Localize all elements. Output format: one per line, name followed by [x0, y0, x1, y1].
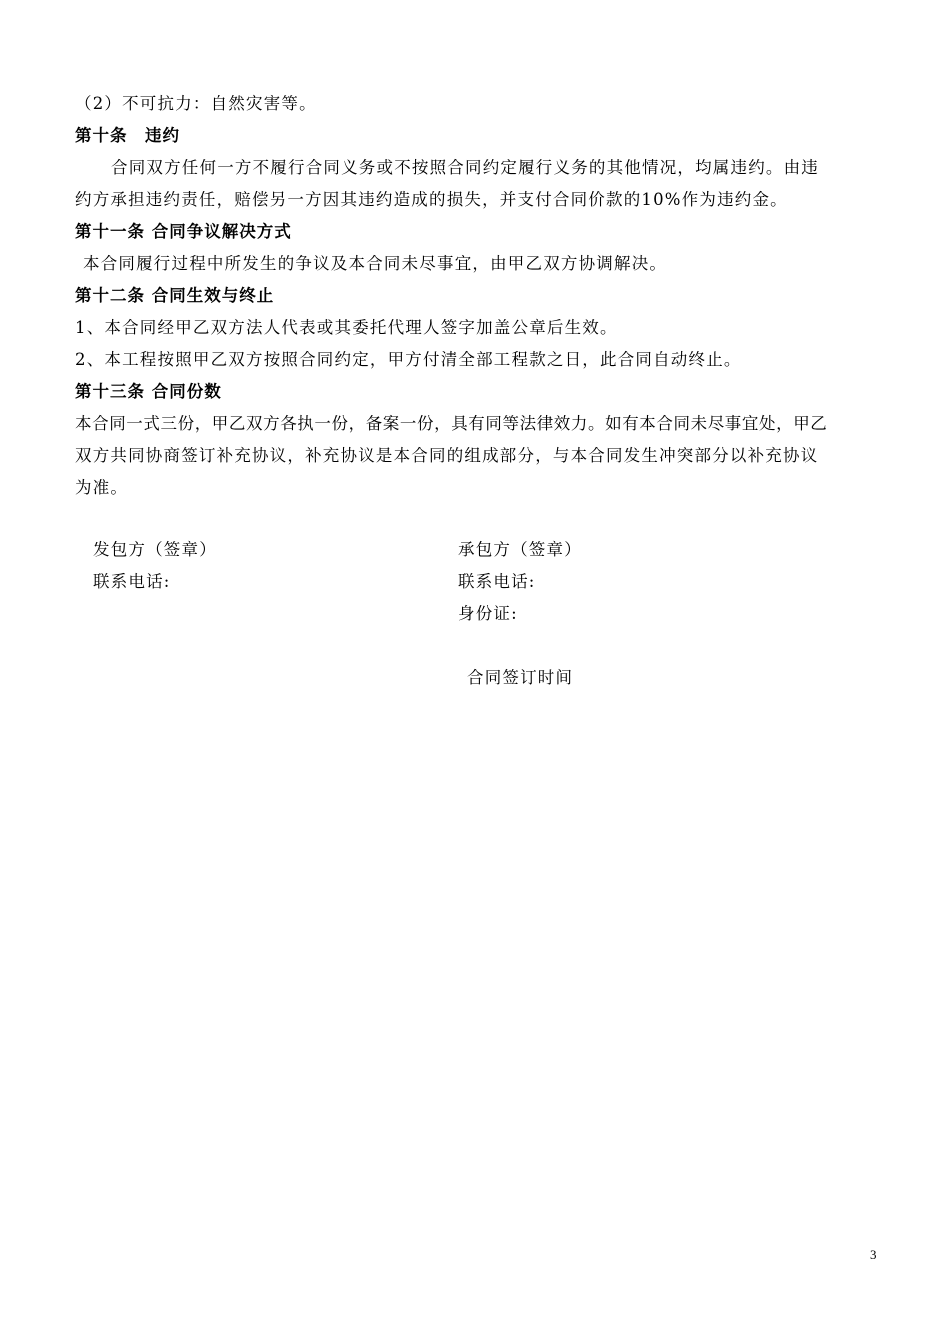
article-13-body-line1: 本合同一式三份，甲乙双方各执一份，备案一份，具有同等法律效力。如有本合同未尽事宜处，甲乙: [75, 414, 828, 433]
article-12-item-2: 2、本工程按照甲乙双方按照合同约定，甲方付清全部工程款之日，此合同自动终止。: [75, 350, 742, 369]
article-10-body-line2: 约方承担违约责任，赔偿另一方因其违约造成的损失，并支付合同价款的10%作为违约金。: [75, 190, 788, 209]
contract-page: [75, 88, 880, 504]
article-13-body-line3: 为准。: [75, 478, 129, 497]
contractor-label: 承包方（签章）: [458, 540, 582, 559]
employer-label: 发包方（签章）: [93, 540, 217, 559]
contractor-id-label: 身份证:: [458, 604, 518, 623]
article-13-title: 第十三条 合同份数: [75, 382, 222, 401]
article-10-title: 第十条 违约: [75, 126, 180, 145]
article-12-item-1: 1、本合同经甲乙双方法人代表或其委托代理人签字加盖公章后生效。: [75, 318, 618, 337]
force-majeure-item: （2）不可抗力：自然灾害等。: [75, 94, 317, 113]
employer-phone-label: 联系电话:: [93, 572, 171, 591]
article-12-title: 第十二条 合同生效与终止: [75, 286, 275, 305]
employer-signature: [93, 534, 217, 598]
article-11-body: 本合同履行过程中所发生的争议及本合同未尽事宜，由甲乙双方协调解决。: [83, 254, 668, 273]
page-number: 3: [870, 1247, 877, 1262]
signing-date-label: 合同签订时间: [467, 668, 574, 687]
contractor-signature: [458, 534, 582, 630]
contractor-phone-label: 联系电话:: [458, 572, 536, 591]
article-11-title: 第十一条 合同争议解决方式: [75, 222, 292, 241]
article-13-body-line2: 双方共同协商签订补充协议，补充协议是本合同的组成部分，与本合同发生冲突部分以补充协议: [75, 446, 819, 465]
article-10-body-line1: 合同双方任何一方不履行合同义务或不按照合同约定履行义务的其他情况，均属违约。由违: [111, 158, 819, 177]
